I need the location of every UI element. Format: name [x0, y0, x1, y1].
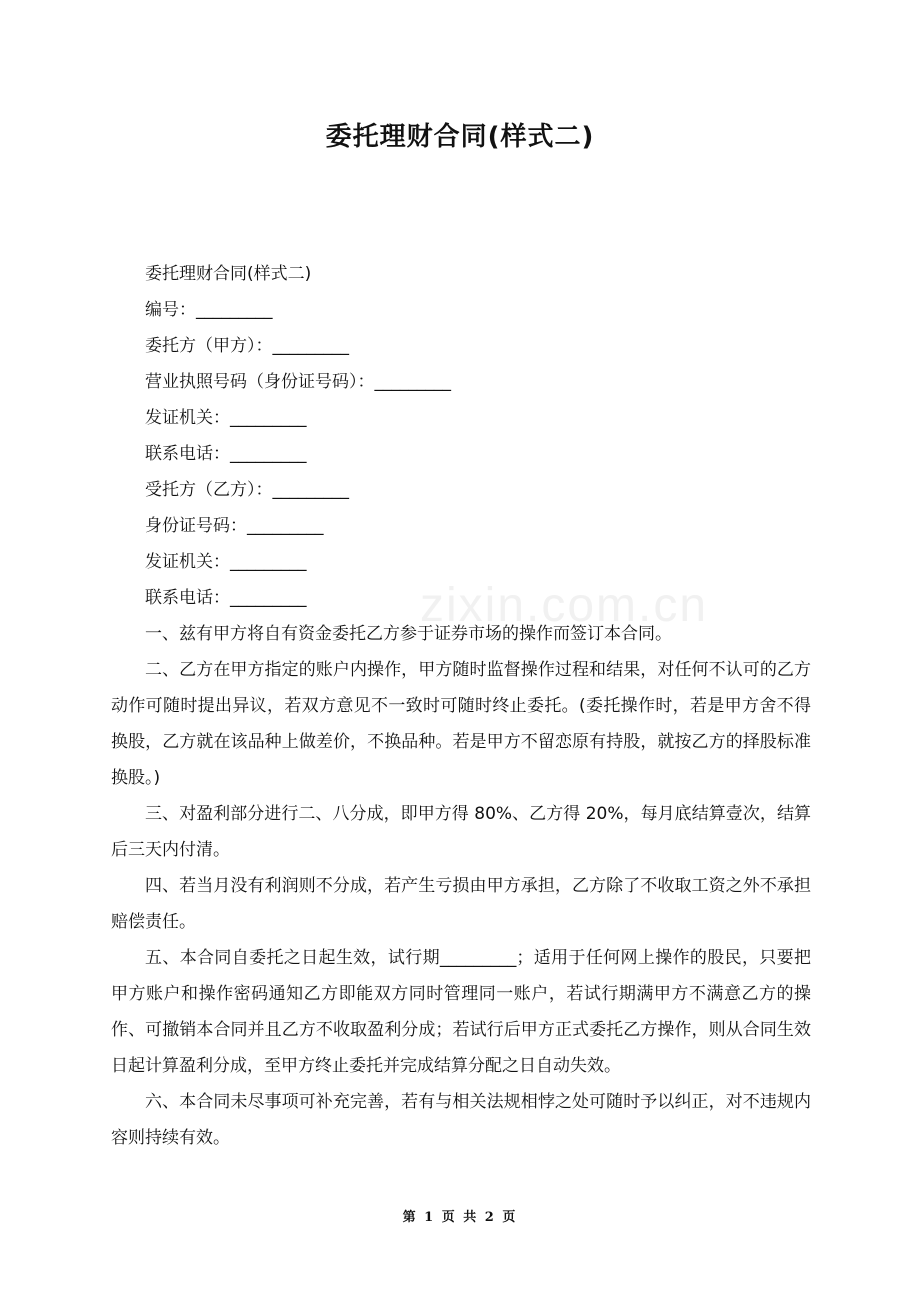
header-line-number: 编号：_________ [145, 300, 273, 320]
header-line-phone-a: 联系电话：_________ [145, 444, 307, 464]
page-footer: 第 1 页 共 2 页 [402, 1210, 518, 1225]
clause-1: 一、兹有甲方将自有资金委托乙方参于证券市场的操作而签订本合同。 [145, 624, 672, 644]
clause-5: 五、本合同自委托之日起生效，试行期_________；适用于任何网上操作的股民，只要把甲方账户和操作密码通知乙方即能双方同时管理同一账户，若试行期满甲方不满意乙方的操作、可撤销本合同并且乙方不收取盈利分成；若试行后甲方正式委托乙方操作，则从合同生效日起计算盈利分成，至甲方终止委托并完成结算分配之日自动失效。 [111, 948, 811, 1076]
header-line-party-b: 受托方（乙方）：_________ [145, 480, 349, 500]
header-line-party-a: 委托方（甲方）：_________ [145, 336, 349, 356]
clause-2: 二、乙方在甲方指定的账户内操作，甲方随时监督操作过程和结果，对任何不认可的乙方动作可随时提出异议，若双方意见不一致时可随时终止委托。(委托操作时，若是甲方舍不得换股，乙方就在该品种上做差价，不换品种。若是甲方不留恋原有持股，就按乙方的择股标准换股。) [111, 660, 811, 788]
clause-6: 六、本合同未尽事项可补充完善，若有与相关法规相悖之处可随时予以纠正，对不违规内容则持续有效。 [111, 1092, 811, 1148]
header-line-phone-b: 联系电话：_________ [145, 588, 307, 608]
document-body [111, 256, 811, 1156]
header-line-issuer-a: 发证机关：_________ [145, 408, 307, 428]
watermark: zixin.com.cn [420, 579, 709, 632]
header-line-subtitle: 委托理财合同(样式二) [145, 264, 312, 284]
header-line-issuer-b: 发证机关：_________ [145, 552, 307, 572]
header-line-id-number: 身份证号码：_________ [145, 516, 324, 536]
clause-3: 三、对盈利部分进行二、八分成，即甲方得 80%、乙方得 20%，每月底结算壹次，结算后三天内付清。 [111, 804, 811, 860]
header-line-license-number: 营业执照号码（身份证号码）：_________ [145, 372, 451, 392]
clause-4: 四、若当月没有利润则不分成，若产生亏损由甲方承担，乙方除了不收取工资之外不承担赔偿责任。 [111, 876, 811, 932]
page-title: 委托理财合同(样式二) [325, 122, 595, 152]
